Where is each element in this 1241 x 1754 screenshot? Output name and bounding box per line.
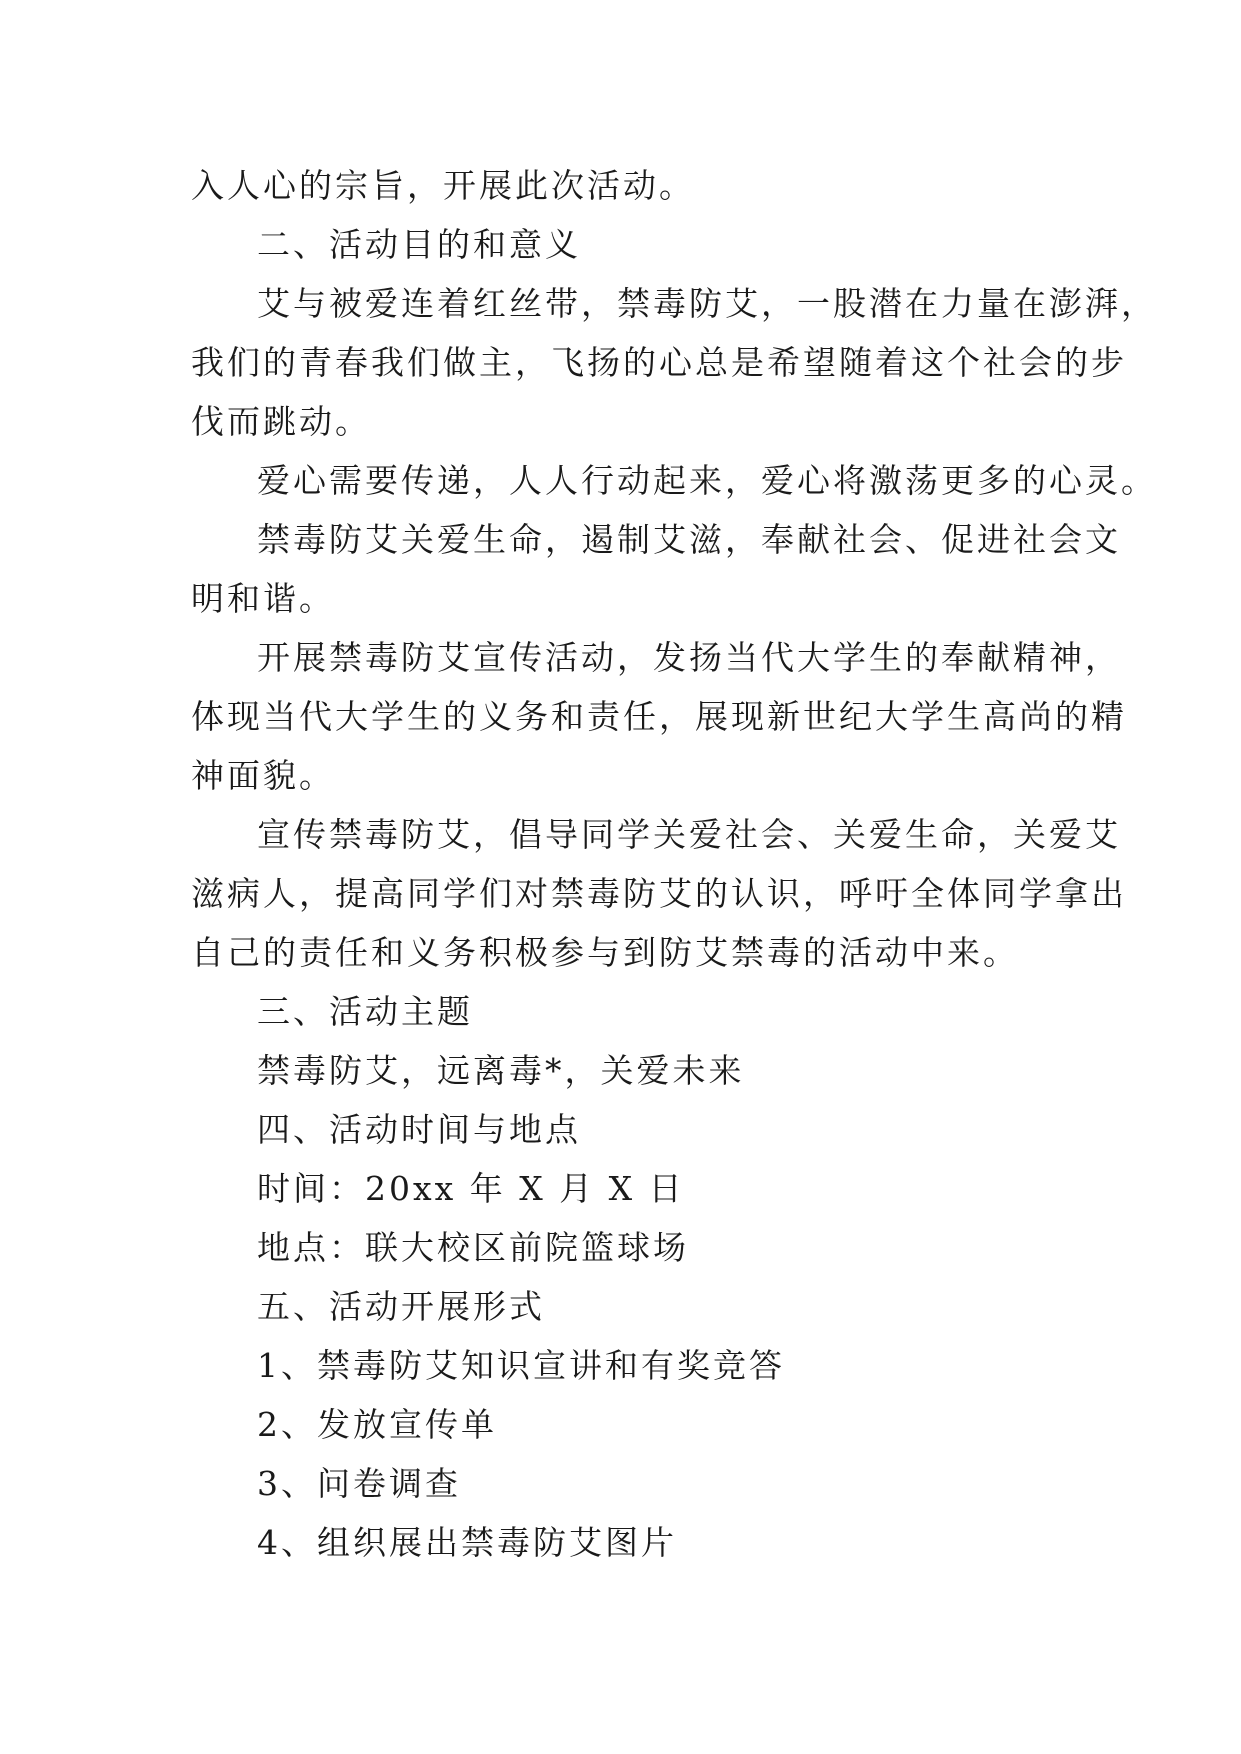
text-line: 自己的责任和义务积极参与到防艾禁毒的活动中来。 <box>191 933 1019 972</box>
text-line: 明和谐。 <box>191 579 335 618</box>
text-line: 开展禁毒防艾宣传活动，发扬当代大学生的奉献精神， <box>257 638 1121 677</box>
text-line: 爱心需要传递，人人行动起来，爱心将激荡更多的心灵。 <box>257 461 1157 500</box>
list-item: 3、问卷调查 <box>257 1464 461 1503</box>
list-item: 4、组织展出禁毒防艾图片 <box>257 1523 677 1562</box>
list-item: 2、发放宣传单 <box>257 1405 497 1444</box>
text-line: 神面貌。 <box>191 756 335 795</box>
text-line: 禁毒防艾关爱生命，遏制艾滋，奉献社会、促进社会文 <box>257 520 1121 559</box>
text-line: 时间：20xx 年 X 月 X 日 <box>257 1169 685 1208</box>
section-heading: 二、活动目的和意义 <box>257 225 581 264</box>
text-line: 入人心的宗旨，开展此次活动。 <box>191 166 695 205</box>
text-line: 体现当代大学生的义务和责任，展现新世纪大学生高尚的精 <box>191 697 1127 736</box>
list-item: 1、禁毒防艾知识宣讲和有奖竞答 <box>257 1346 785 1385</box>
text-line: 禁毒防艾，远离毒*，关爱未来 <box>257 1051 745 1090</box>
section-heading: 五、活动开展形式 <box>257 1287 545 1326</box>
text-line: 我们的青春我们做主，飞扬的心总是希望随着这个社会的步 <box>191 343 1127 382</box>
section-heading: 三、活动主题 <box>257 992 473 1031</box>
text-line: 宣传禁毒防艾，倡导同学关爱社会、关爱生命，关爱艾 <box>257 815 1121 854</box>
text-line: 滋病人，提高同学们对禁毒防艾的认识，呼吁全体同学拿出 <box>191 874 1127 913</box>
section-heading: 四、活动时间与地点 <box>257 1110 581 1149</box>
text-line: 伐而跳动。 <box>191 402 371 441</box>
text-line: 地点：联大校区前院篮球场 <box>257 1228 689 1267</box>
document-body <box>0 156 1241 1572</box>
text-line: 艾与被爱连着红丝带，禁毒防艾，一股潜在力量在澎湃， <box>257 284 1157 323</box>
